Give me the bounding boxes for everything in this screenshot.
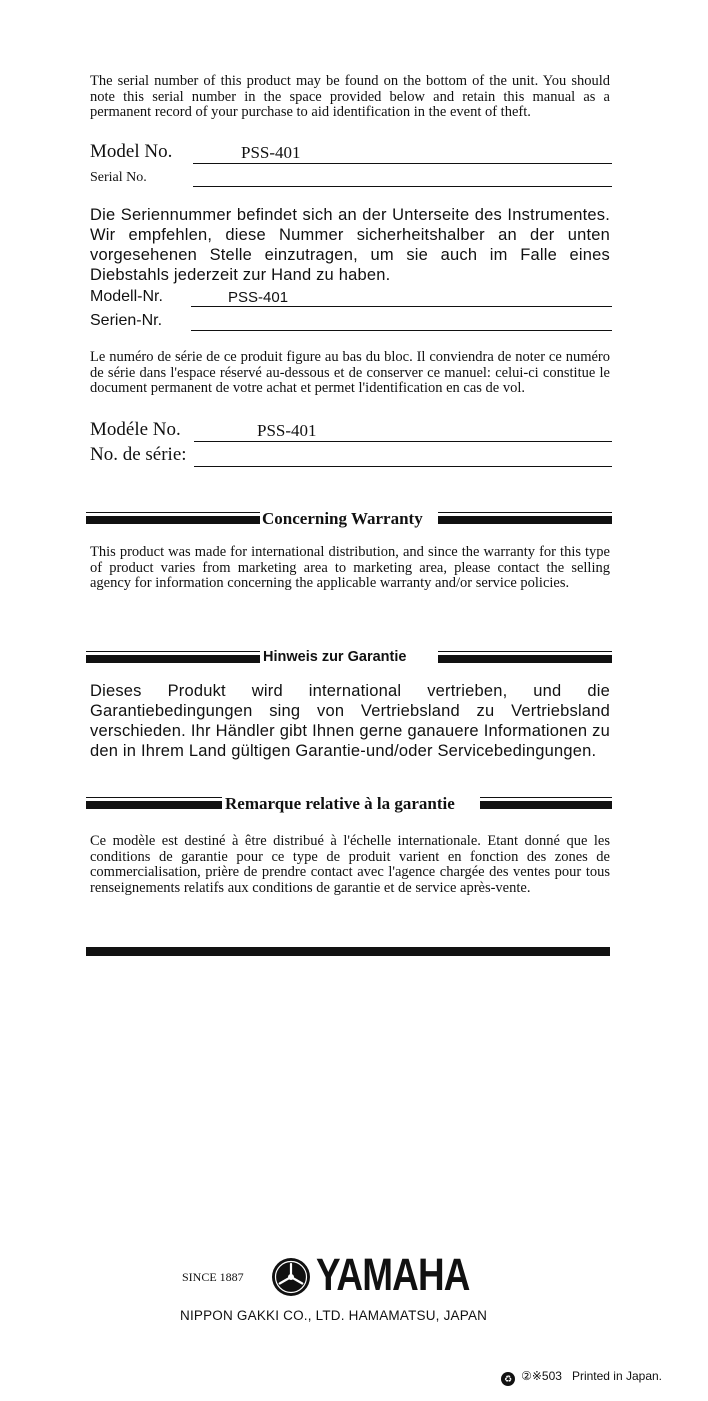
heading-text: Concerning Warranty [262,509,423,528]
heading-rule-right [480,801,612,809]
serial-number-row-german [90,307,612,331]
print-code: ②※503 [521,1369,562,1383]
serial-line [194,466,612,467]
closing-rule [86,947,610,956]
warranty-text-french: Ce modèle est destiné à être distribué à l'échelle internationale. Etant donné que les conditions de garantie pour ce type de produit varient en fonction des zones de commercialisation, prière de prendre contact avec l'agence chargée des ventes pour tous renseignements relatifs aux conditions de garantie et de service après-vente. [90,833,610,896]
yamaha-wordmark: YAMAHA [316,1249,470,1300]
model-label: Model No. [90,141,173,162]
serial-label: Serial No. [90,170,147,185]
serial-line [191,330,612,331]
warranty-text-german: Dieses Produkt wird international vertrieben, und die Garantiebedingungen sing von Vertriebsland zu Vertriebsland verschieden. Ihr Händler gibt Ihnen gerne ganauere Informationen zu den in Ihrem Land gültigen Garantie-und/oder Servicebedingungen. [90,682,610,760]
recycled-paper-icon: ♻ [501,1372,515,1386]
printed-in-japan: Printed in Japan. [571,1369,662,1383]
heading-rule-left [86,516,260,524]
model-number-row-english [90,140,612,164]
model-number-row-french [90,418,612,442]
warranty-heading-german [86,648,612,670]
model-label: Modell-Nr. [90,288,163,305]
serial-number-row-english [90,163,612,187]
serial-label: Serien-Nr. [90,312,163,329]
model-value: PSS-401 [241,143,301,162]
model-label: Modéle No. [90,419,181,440]
serial-number-row-french [90,443,612,467]
since-label: SINCE 1887 [182,1270,244,1284]
company-address: NIPPON GAKKI CO., LTD. HAMAMATSU, JAPAN [180,1308,488,1323]
heading-text: Remarque relative à la garantie [225,794,455,813]
heading-rule-left [86,655,260,663]
heading-rule-left [86,801,222,809]
model-value: PSS-401 [228,289,289,306]
model-line [194,441,612,442]
heading-text: Hinweis zur Garantie [263,649,407,665]
model-value: PSS-401 [257,421,317,440]
model-number-row-german [90,283,612,307]
serial-note-french: Le numéro de série de ce produit figure au bas du bloc. Il conviendra de noter ce numéro de série dans l'espace réservé au-dessous et de conserver ce manuel: celui-ci constitue le document permanent de votre achat et permet l'identification en cas de vol. [90,349,610,396]
serial-note-english: The serial number of this product may be found on the bottom of the unit. You should note this serial number in the space provided below and retain this manual as a permanent record of your purchase to aid identification in the event of theft. [90,73,610,120]
serial-label: No. de série: [90,444,187,465]
warranty-heading-french [86,794,612,816]
tuning-fork-emblem-icon [271,1257,311,1297]
serial-note-german: Die Seriennummer befindet sich an der Unterseite des Instrumentes. Wir empfehlen, diese Nummer sicherheitshalber an der unten vorgesehenen Stelle einzutragen, um sie auch im Falle eines Diebstahls jederzeit zur Hand zu haben. [90,206,610,284]
warranty-text-english: This product was made for international distribution, and since the warranty for this type of product varies from marketing area to marketing area, please contact the selling agency for information concerning the applicable warranty and/or service policies. [90,544,610,591]
warranty-heading-english [86,509,612,531]
print-info [501,1369,662,1386]
heading-rule-right [438,516,612,524]
heading-rule-right [438,655,612,663]
serial-line [193,186,612,187]
